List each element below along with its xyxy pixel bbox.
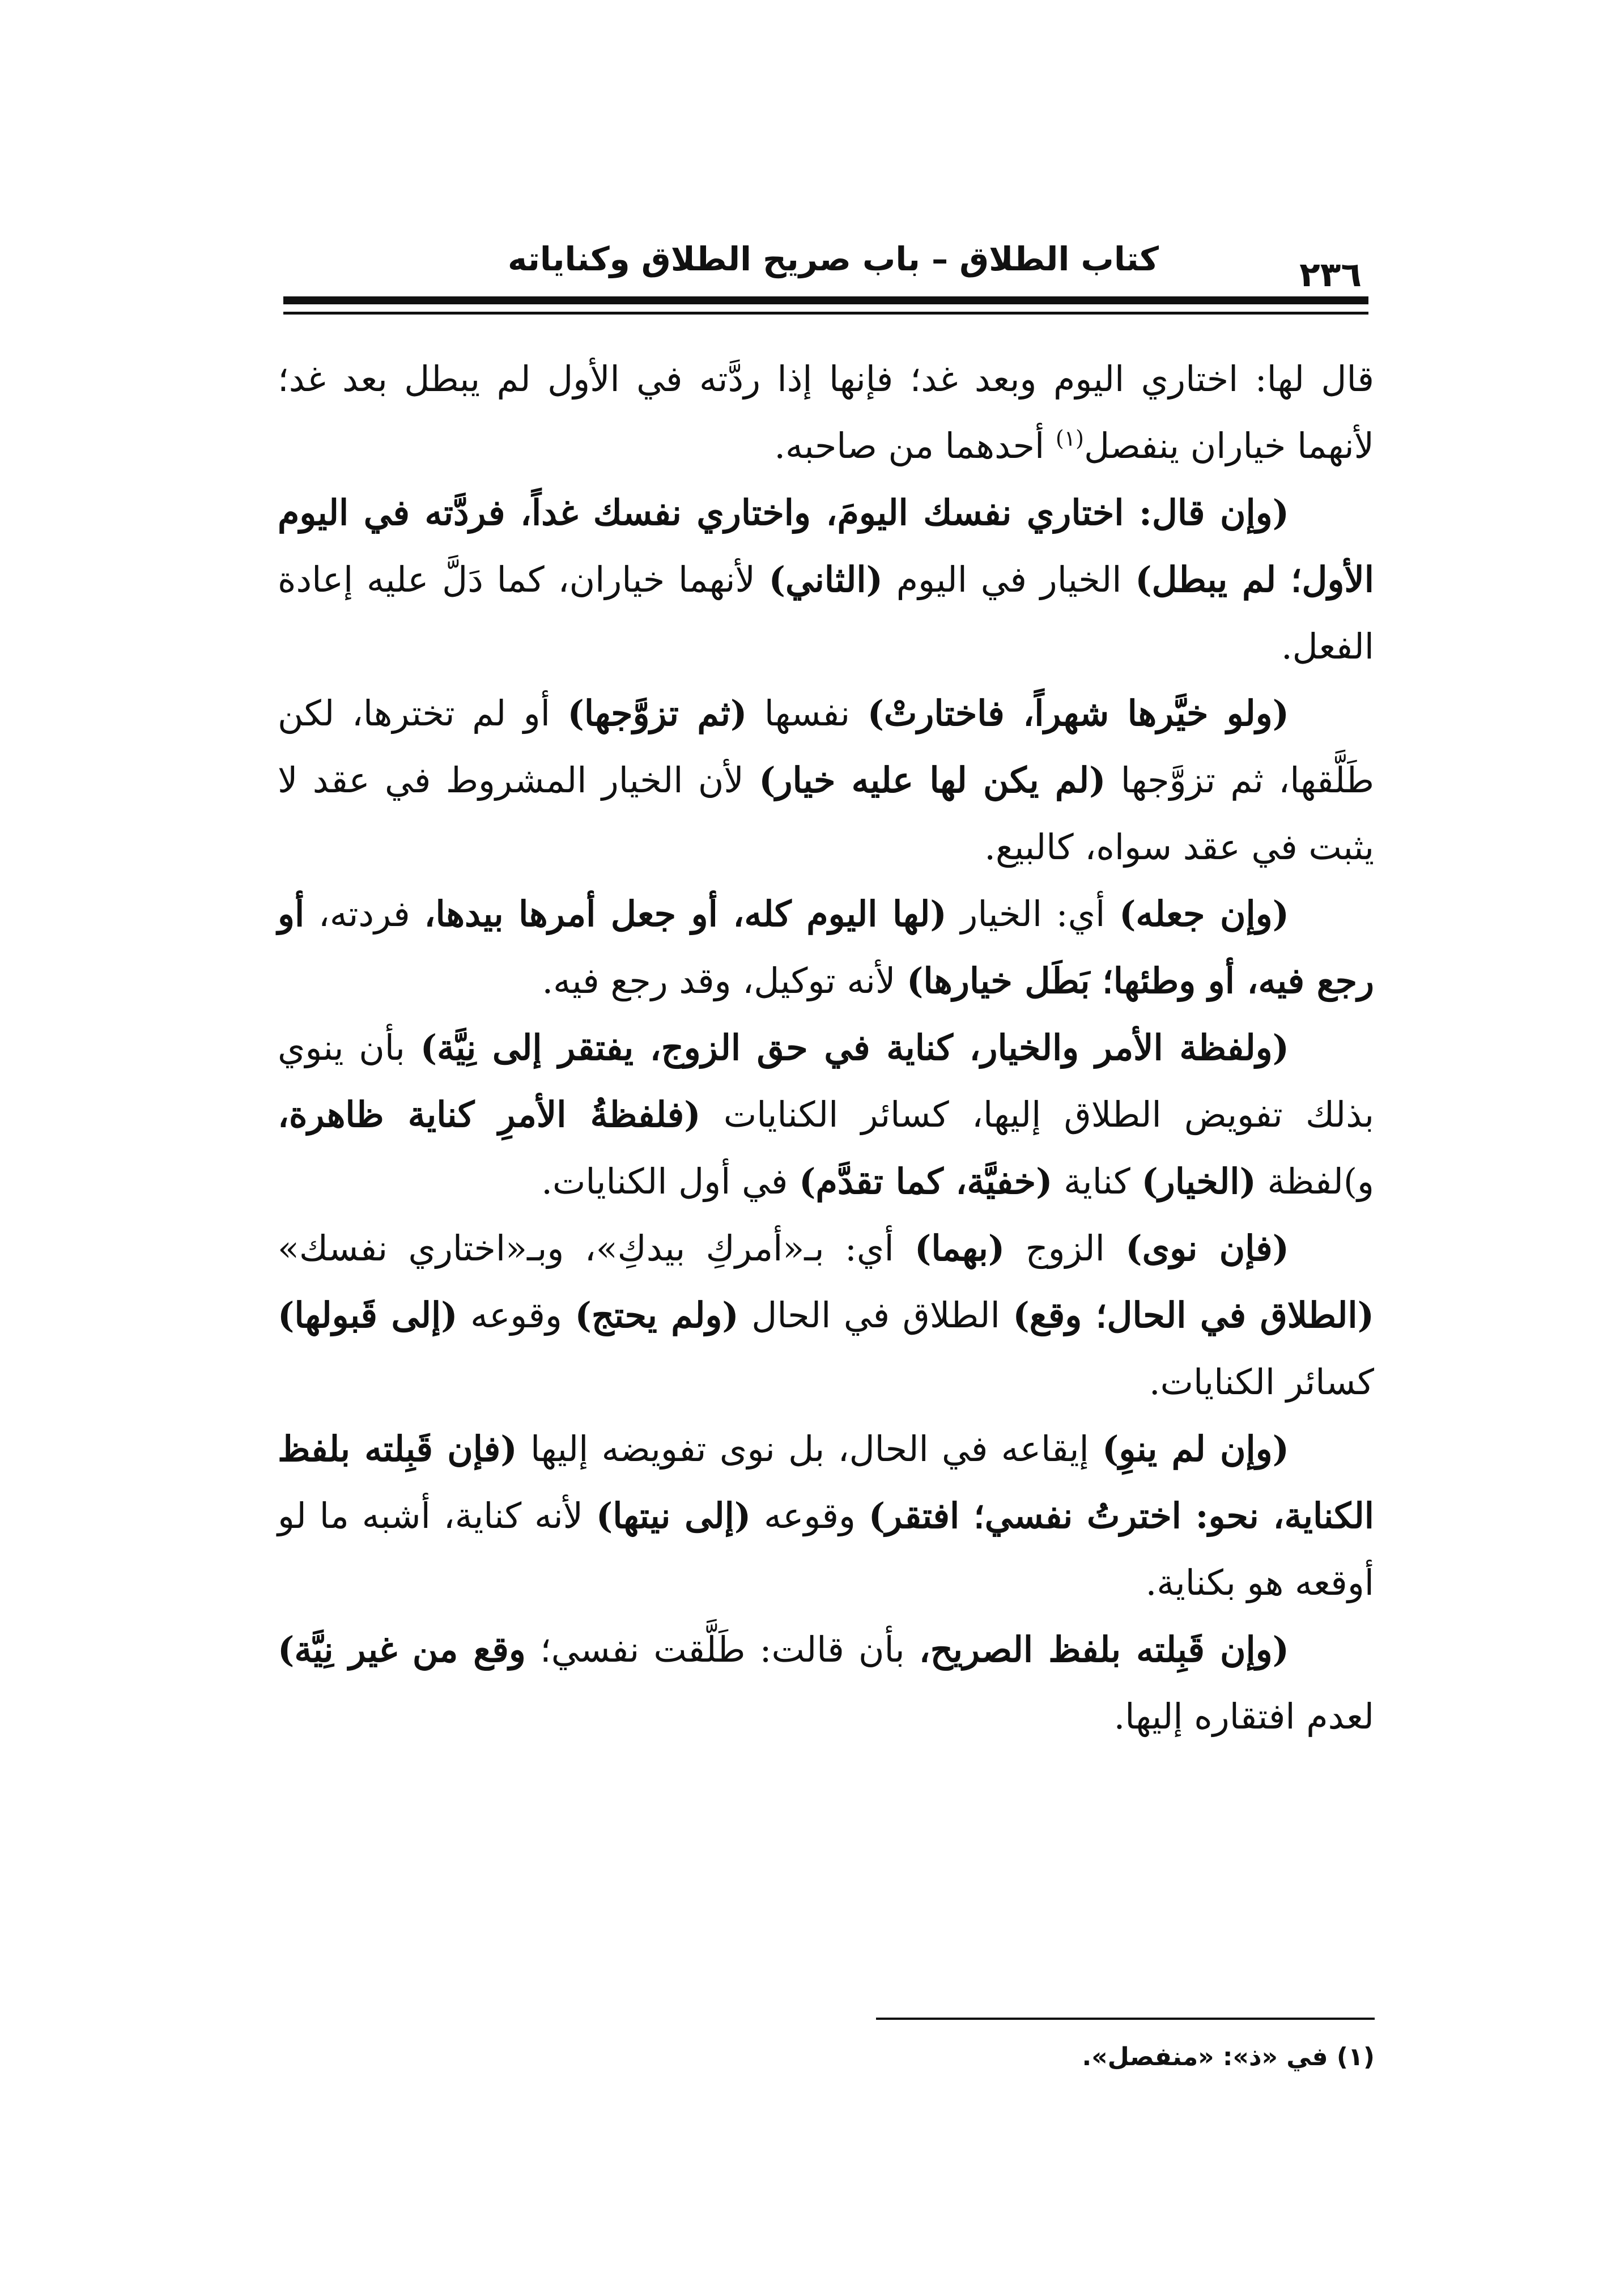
sharh-text: الخيار في اليوم (882, 559, 1136, 600)
matn-text: (وإن لم ينوِ) (1102, 1428, 1290, 1470)
header-rule-thick (283, 296, 1368, 304)
matn-text: (لم يكن لها عليه خيار) (759, 759, 1106, 801)
matn-text: (الطلاق في الحال؛ وقع) (1013, 1294, 1374, 1336)
matn-text: (ولفظة الأمر والخيار، كناية في حق الزوج، يفتقر إلى نِيَّة) (420, 1027, 1289, 1068)
paragraph (278, 1215, 1374, 1416)
matn-text: (الثاني) (768, 559, 883, 600)
matn-text: (إلى قَبولها) (278, 1294, 458, 1336)
sharh-text: لأنه توكيل، وقد رجع فيه. (542, 960, 907, 1001)
paragraph (278, 680, 1374, 881)
sharh-text: لعدم افتقاره إليها. (1113, 1696, 1374, 1737)
footnote: (١) في «ذ»: «منفصل». (1082, 2043, 1375, 2071)
sharh-text: لأنه كناية، أشبه ما لو أوقعه هو بكناية. (278, 1495, 1374, 1603)
matn-text: (فلفظةُ الأمرِ كناية ظاهرة، (278, 1094, 701, 1135)
matn-text: (وإن قَبِلته بلفظ الصريح، (919, 1629, 1289, 1670)
body-text (278, 346, 1374, 1750)
sharh-text: فردته، (304, 893, 424, 935)
sharh-text: أي: بـ«أمركِ بيدكِ»، وبـ«اختاري نفسك» (278, 1228, 915, 1269)
matn-text: أو رجع فيه، أو وطئها؛ بَطَل خيارها) (278, 893, 1374, 1001)
sharh-text: بأن قالت: طَلَّقت نفسي؛ (525, 1629, 919, 1670)
sharh-text: في أول الكنايات. (541, 1161, 800, 1202)
sharh-text: بأن ينوي بذلك تفويض الطلاق إليها، كسائر الكنايات (278, 1027, 1374, 1135)
sharh-text: إيقاعه في الحال، بل نوى تفويضه إليها (517, 1428, 1103, 1470)
matn-text: (فإن قَبِلته بلفظ الكناية، نحو: اخترتُ نفسي؛ افتقر) (278, 1428, 1374, 1536)
matn-text: (لها اليوم كله، أو جعل أمرها بيدها، (424, 893, 947, 935)
matn-text: (ثم تزوَّجها) (567, 693, 747, 734)
matn-text: (خفيَّة، كما تقدَّم) (799, 1161, 1053, 1202)
matn-text: (إلى نيتها) (596, 1495, 751, 1536)
matn-text: وقع من غير نِيَّة) (278, 1629, 526, 1670)
paragraph (278, 479, 1374, 680)
paragraph (278, 1014, 1374, 1215)
paragraph (278, 1616, 1374, 1750)
matn-text: (بهما) (915, 1228, 1005, 1269)
sharh-text: و)لفظة (1256, 1161, 1374, 1202)
sharh-text: نفسها (747, 693, 868, 734)
matn-text: (ولم يحتج) (575, 1294, 739, 1336)
paragraph (278, 1416, 1374, 1616)
paragraph (278, 346, 1374, 479)
sharh-text: أحدهما من صاحبه. (774, 425, 1056, 466)
matn-text: (الخيار) (1141, 1161, 1256, 1202)
header-rule-thin (283, 312, 1368, 315)
sharh-text: وقوعه (457, 1294, 575, 1336)
sharh-text: أي: الخيار (946, 893, 1120, 935)
paragraph (278, 881, 1374, 1014)
matn-text: (ولو خيَّرها شهراً، فاختارتْ) (867, 693, 1289, 734)
matn-text: (وإن جعله) (1119, 893, 1289, 935)
footnote-separator (876, 2018, 1375, 2020)
sharh-text: أو لم تخترها، لكن طَلَّقها، ثم تزوَّجها (278, 693, 1374, 801)
sharh-text: لأن الخيار المشروط في عقد لا يثبت في عقد سواه، كالبيع. (278, 759, 1374, 868)
sharh-text: وقوعه (751, 1495, 869, 1536)
footnote-marker: (١) (1055, 426, 1084, 451)
matn-text: (فإن نوى) (1125, 1228, 1289, 1269)
sharh-text: الزوج (1005, 1228, 1126, 1269)
page-number: ٢٣٦ (1299, 255, 1362, 295)
sharh-text: كسائر الكنايات. (1149, 1361, 1374, 1403)
sharh-text: قال لها: اختاري اليوم وبعد غد؛ فإنها إذا ردَّته في الأول لم يبطل بعد غد؛ لأنهما خياران ينفصل (278, 358, 1374, 466)
sharh-text: الطلاق في الحال (738, 1294, 1013, 1336)
matn-text: (وإن قال: اختاري نفسك اليومَ، واختاري نفسك غداً، فردَّته في اليوم الأول؛ لم يبطل) (278, 492, 1375, 600)
sharh-text: لأنهما خياران، كما دَلَّ عليه إعادة الفعل. (278, 559, 1374, 667)
header-title: كتاب الطلاق – باب صريح الطلاق وكناياته (507, 240, 1159, 278)
sharh-text: كناية (1052, 1161, 1142, 1202)
